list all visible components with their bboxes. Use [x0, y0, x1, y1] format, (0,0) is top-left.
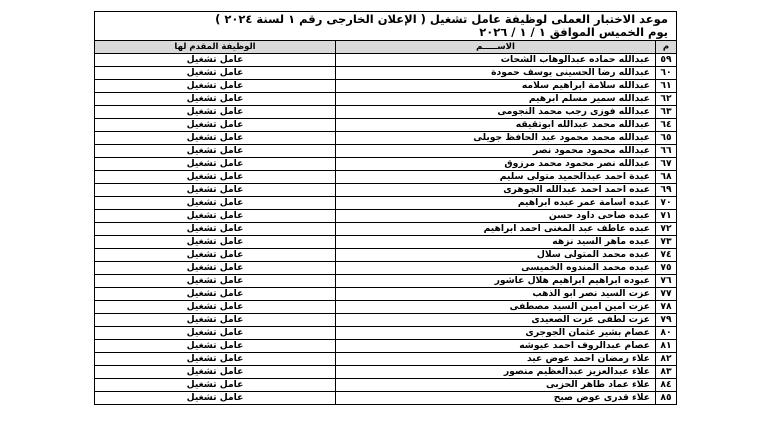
document-header [94, 11, 677, 40]
row-number: ٧٩ [656, 314, 677, 327]
row-job: عامل تشغيل [95, 80, 336, 93]
row-job: عامل تشغيل [95, 301, 336, 314]
row-job: عامل تشغيل [95, 379, 336, 392]
row-number: ٨٢ [656, 353, 677, 366]
column-header-job: الوظيفة المقدم لها [95, 41, 336, 54]
table-row [95, 327, 677, 340]
table-row [95, 288, 677, 301]
candidates-table [94, 40, 677, 405]
row-number: ٦٨ [656, 171, 677, 184]
row-number: ٧٣ [656, 236, 677, 249]
table-row [95, 249, 677, 262]
table-row [95, 275, 677, 288]
row-number: ٨٣ [656, 366, 677, 379]
row-job: عامل تشغيل [95, 67, 336, 80]
row-name: عصام بشير عثمان الجوجرى [336, 327, 656, 340]
row-job: عامل تشغيل [95, 184, 336, 197]
row-job: عامل تشغيل [95, 119, 336, 132]
table-row [95, 210, 677, 223]
table-row [95, 379, 677, 392]
table-row [95, 392, 677, 405]
row-name: عبدالله رضا الحسينى يوسف حمودة [336, 67, 656, 80]
row-job: عامل تشغيل [95, 314, 336, 327]
row-job: عامل تشغيل [95, 158, 336, 171]
table-header-row [95, 41, 677, 54]
row-job: عامل تشغيل [95, 132, 336, 145]
row-name: عبدة احمد عبدالحميد متولى سليم [336, 171, 656, 184]
row-job: عامل تشغيل [95, 249, 336, 262]
row-number: ٦٠ [656, 67, 677, 80]
table-row [95, 80, 677, 93]
row-name: عبده ماهر السيد نزهه [336, 236, 656, 249]
row-name: عزت لطفى عزت الصعيدى [336, 314, 656, 327]
row-job: عامل تشغيل [95, 236, 336, 249]
row-job: عامل تشغيل [95, 262, 336, 275]
row-number: ٨١ [656, 340, 677, 353]
row-name: عبدالله سلامة ابراهيم سلامه [336, 80, 656, 93]
row-number: ٧٨ [656, 301, 677, 314]
row-job: عامل تشغيل [95, 197, 336, 210]
row-name: عبدالله محمود محمود نصر [336, 145, 656, 158]
row-job: عامل تشغيل [95, 275, 336, 288]
row-number: ٥٩ [656, 54, 677, 67]
row-number: ٦٩ [656, 184, 677, 197]
table-row [95, 145, 677, 158]
row-name: عبده احمد احمد عبدالله الجوهرى [336, 184, 656, 197]
row-job: عامل تشغيل [95, 210, 336, 223]
row-number: ٦٥ [656, 132, 677, 145]
row-number: ٨٥ [656, 392, 677, 405]
table-row [95, 54, 677, 67]
row-job: عامل تشغيل [95, 54, 336, 67]
row-number: ٧١ [656, 210, 677, 223]
column-header-number: م [656, 41, 677, 54]
row-number: ٨٠ [656, 327, 677, 340]
row-number: ٦٢ [656, 93, 677, 106]
row-name: عبده محمد المندوه الخميسى [336, 262, 656, 275]
table-row [95, 67, 677, 80]
table-row [95, 106, 677, 119]
column-header-name: الاســـــم [336, 41, 656, 54]
row-job: عامل تشغيل [95, 288, 336, 301]
row-job: عامل تشغيل [95, 327, 336, 340]
row-name: عبدالله فوزى رجب محمد النجومى [336, 106, 656, 119]
row-name: عبوده ابراهيم ابراهيم هلال عاشور [336, 275, 656, 288]
table-body [95, 54, 677, 405]
row-name: علاء عبدالعزيز عبدالعظيم منصور [336, 366, 656, 379]
table-row [95, 223, 677, 236]
row-number: ٧٦ [656, 275, 677, 288]
row-name: علاء قدرى عوض صبح [336, 392, 656, 405]
row-number: ٧٢ [656, 223, 677, 236]
row-number: ٧٤ [656, 249, 677, 262]
row-number: ٦٦ [656, 145, 677, 158]
row-job: عامل تشغيل [95, 353, 336, 366]
row-job: عامل تشغيل [95, 106, 336, 119]
row-number: ٧٥ [656, 262, 677, 275]
row-name: عبده اسامة عمر عبده ابراهيم [336, 197, 656, 210]
row-job: عامل تشغيل [95, 145, 336, 158]
row-name: عبده صاحى داود حسن [336, 210, 656, 223]
row-job: عامل تشغيل [95, 340, 336, 353]
row-job: عامل تشغيل [95, 223, 336, 236]
row-number: ٧٠ [656, 197, 677, 210]
row-name: عصام عبدالروف احمد عيوشه [336, 340, 656, 353]
row-name: عبده عاطف عبد المغنى احمد ابراهيم [336, 223, 656, 236]
table-row [95, 353, 677, 366]
row-job: عامل تشغيل [95, 171, 336, 184]
table-row [95, 132, 677, 145]
table-row [95, 158, 677, 171]
table-row [95, 171, 677, 184]
table-row [95, 262, 677, 275]
row-job: عامل تشغيل [95, 93, 336, 106]
row-name: عزت امين امين السيد مصطفى [336, 301, 656, 314]
header-title: موعد الاختبار العملى لوظيفة عامل تشغيل ( الإعلان الخارجى رقم ١ لسنة ٢٠٢٤ ) [215, 12, 668, 26]
table-row [95, 340, 677, 353]
row-name: علاء عماد طاهر الحزبى [336, 379, 656, 392]
row-name: عزت السيد نصر ابو الذهب [336, 288, 656, 301]
row-job: عامل تشغيل [95, 366, 336, 379]
row-job: عامل تشغيل [95, 392, 336, 405]
row-number: ٦١ [656, 80, 677, 93]
table-row [95, 314, 677, 327]
table-row [95, 119, 677, 132]
row-name: عبدالله محمد محمود عبد الحافظ جويلى [336, 132, 656, 145]
row-name: عبدالله سمير مسلم ابرهيم [336, 93, 656, 106]
table-row [95, 236, 677, 249]
row-number: ٦٧ [656, 158, 677, 171]
table-row [95, 366, 677, 379]
table-row [95, 184, 677, 197]
row-name: علاء رمضان احمد عوض عيد [336, 353, 656, 366]
row-name: عبدالله نصر محمود محمد مرزوق [336, 158, 656, 171]
row-name: عبدالله حماده عبدالوهاب الشحات [336, 54, 656, 67]
row-name: عبدالله محمد عبدالله ابوتقيقه [336, 119, 656, 132]
row-number: ٦٣ [656, 106, 677, 119]
table-row [95, 301, 677, 314]
row-number: ٧٧ [656, 288, 677, 301]
table-row [95, 197, 677, 210]
row-name: عبده محمد المتولى سلال [336, 249, 656, 262]
row-number: ٨٤ [656, 379, 677, 392]
table-row [95, 93, 677, 106]
document-sheet [94, 11, 677, 405]
header-date: يوم الخميس الموافق ١ / ١ / ٢٠٢٦ [479, 25, 668, 39]
row-number: ٦٤ [656, 119, 677, 132]
